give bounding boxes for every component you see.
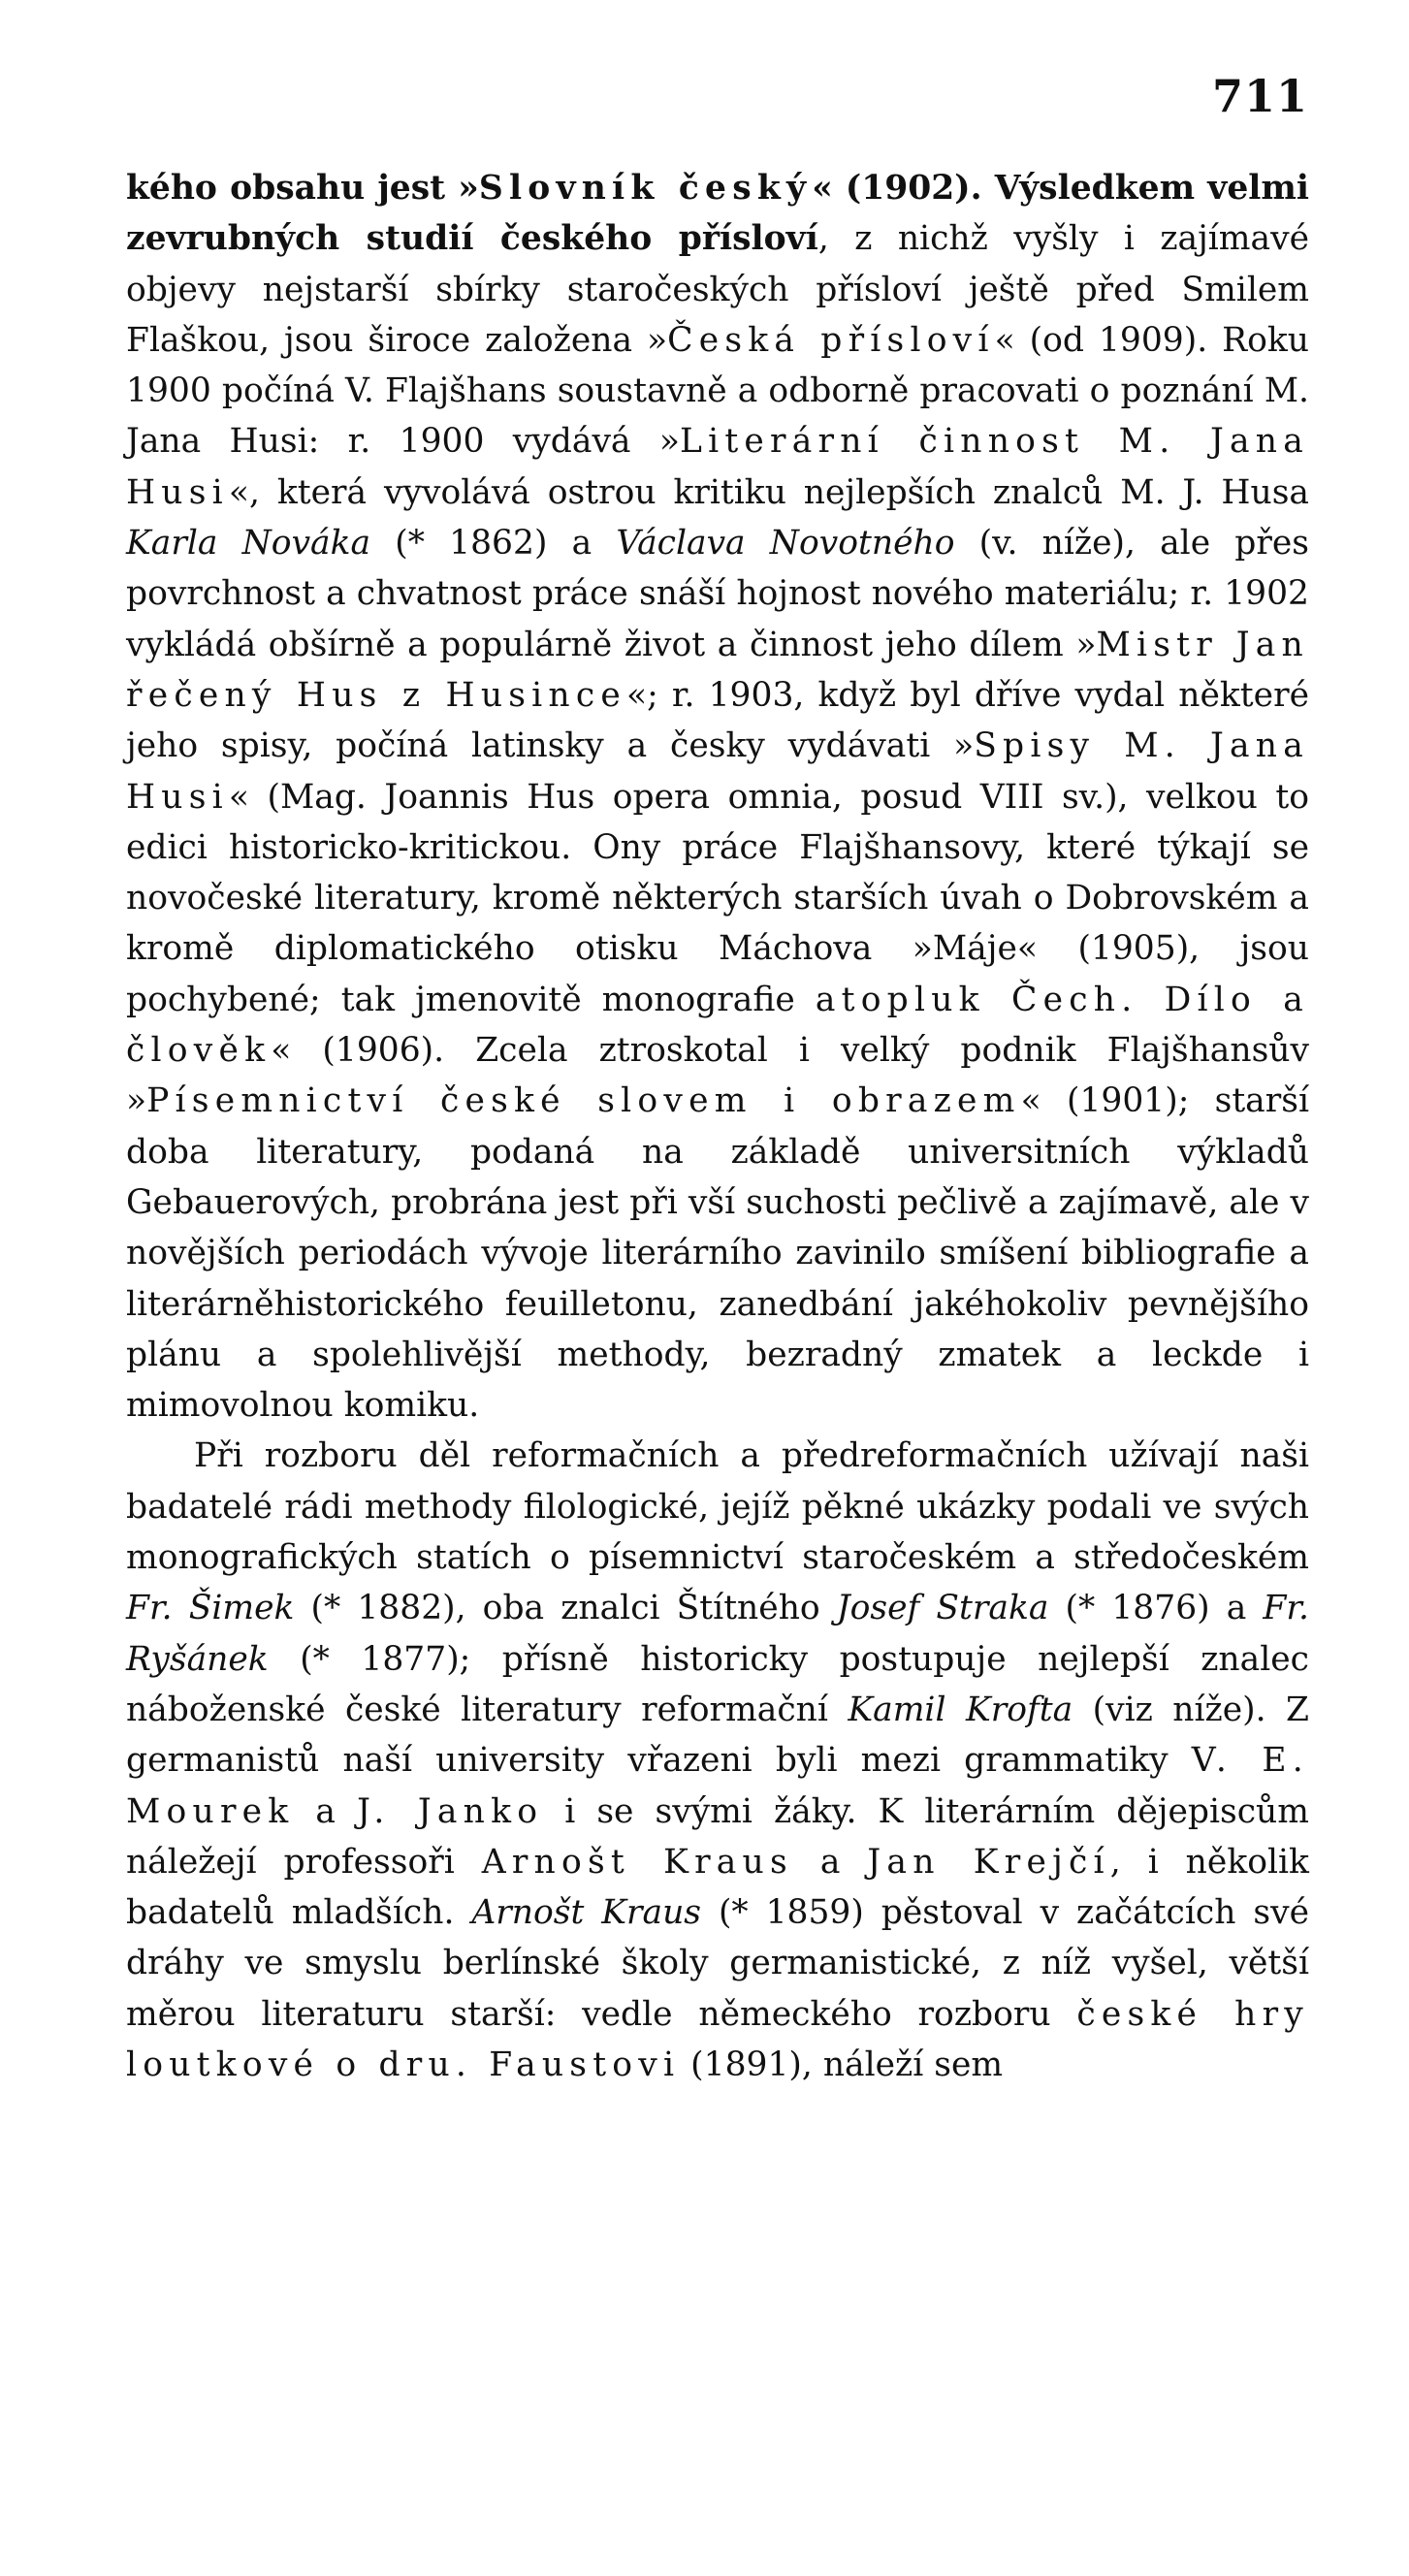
text-run: Fr. Šimek	[126, 1589, 295, 1628]
text-run: Slovník český	[478, 169, 813, 208]
text-run: i se svými žáky. K literárním dějepiscům náležejí professoři	[126, 1791, 1309, 1882]
text-run: , z nichž vyšly i zajímavé objevy nejstarší sbírky staročeských přísloví ještě před Smilem Flaškou, jsou široce založena »	[126, 219, 1310, 360]
text-run: « (1902). Výsledkem velmi zevrubných studií českého přísloví	[126, 169, 1309, 259]
text-run: «; r. 1903, když byl dříve vydal některé jeho spisy, počíná latinsky a česky vydávati »	[126, 675, 1309, 766]
text-run: «, která vyvolává ostrou kritiku nejlepších znalců M. J. Husa	[228, 472, 1309, 512]
text-run: (* 1882), oba znalci Štítného	[294, 1589, 837, 1628]
text-run: (* 1862) a	[370, 524, 617, 564]
text-run: Česká přísloví	[667, 320, 995, 360]
text-run: české hry loutkové o dru. Faustovi	[126, 1994, 1309, 2084]
text-run: « (Mag. Joannis Hus opera omnia, posud VIII sv.), velkou to edici historicko-kritickou. Ony práce Flajšhansovy, které týkají se novočeské literatury, kromě některých starších úvah o Dobrovském a kromě diplomatického otisku Máchova »Máje« (1905), jsou pochybené; tak jmenovitě monografie	[126, 777, 1309, 1019]
text-run: Kamil Krofta	[848, 1690, 1073, 1729]
text-run: Václava Novotného	[616, 524, 955, 564]
text-run: Karla Nováka	[126, 524, 371, 564]
text-run: « (1906). Zcela ztroskotal i velký podnik Flajšhansův »	[126, 1031, 1309, 1121]
text-run: , i několik badatelů mladších.	[126, 1842, 1309, 1933]
paragraph-1	[126, 163, 1309, 1431]
text-run: (1891), náleží sem	[680, 2045, 1004, 2084]
text-run: a	[792, 1842, 868, 1882]
text-run: J. Janko	[357, 1791, 544, 1831]
text-run: Arnošt Kraus	[471, 1893, 702, 1933]
text-run: Josef Straka	[836, 1589, 1049, 1628]
text-run: atopluk Čech. Dílo a člověk	[126, 980, 1310, 1071]
text-run: Jan Krejčí	[867, 1842, 1110, 1882]
text-run: (* 1859) pěstoval v začátcích své dráhy ve smyslu berlínské školy germanistické, z níž vyšel, větší měrou literaturu starší: vedle německého rozboru	[126, 1893, 1309, 2034]
text-run: « (od 1909). Roku 1900 počíná V. Flajšhans soustavně a odborně pracovati o poznání M. Jana Husi: r. 1900 vydává »	[126, 320, 1309, 462]
text-run: Fr. Ryšánek	[126, 1589, 1310, 1679]
text-run: V. E. Mourek	[126, 1741, 1309, 1831]
text-run: (* 1877); přísně historicky postupuje nejlepší znalec náboženské české literatury reformační	[126, 1639, 1309, 1729]
text-run: Literární činnost M. Jana Husi	[126, 422, 1309, 512]
text-run: kého obsahu jest »	[126, 169, 479, 208]
text-run: (viz níže). Z germanistů naší university vřazeni byli mezi grammatiky	[126, 1690, 1309, 1781]
text-run: (* 1876) a	[1048, 1589, 1264, 1628]
text-run: (v. níže), ale přes povrchnost a chvatnost práce snáší hojnost nového materiálu; r. 1902 vykládá obšírně a populárně život a činnost jeho dílem »	[126, 524, 1310, 664]
text-run: « (1901); starší doba literatury, podaná na základě universitních výkladů Gebauerových, probrána jest při vší suchosti pečlivě a zajímavě, ale v novějších periodách vývoje literárního zavinilo smíšení bibliografie a literárněhistorického feuilletonu, zanedbání jakéhokoliv pevnějšího plánu a spolehlivější methody, bezradný zmatek a leckde i mimovolnou komiku.	[126, 1081, 1309, 1426]
text-run: Písemnictví české slovem i obrazem	[146, 1081, 1021, 1121]
body-text	[126, 163, 1309, 2090]
paragraph-2	[126, 1431, 1309, 2090]
text-run: Při rozboru děl reformačních a předreformačních užívají naši badatelé rádi methody filologické, jejíž pěkné ukázky podali ve svých monografických statích o písemnictví staročeském a středočeském	[126, 1436, 1309, 1578]
text-run: Arnošt Kraus	[481, 1842, 793, 1882]
text-run: a	[294, 1791, 358, 1831]
text-run: Spisy M. Jana Husi	[126, 726, 1310, 817]
page-number: 711	[1212, 70, 1309, 122]
text-run: Mistr Jan řečený Hus z Husince	[126, 625, 1309, 715]
